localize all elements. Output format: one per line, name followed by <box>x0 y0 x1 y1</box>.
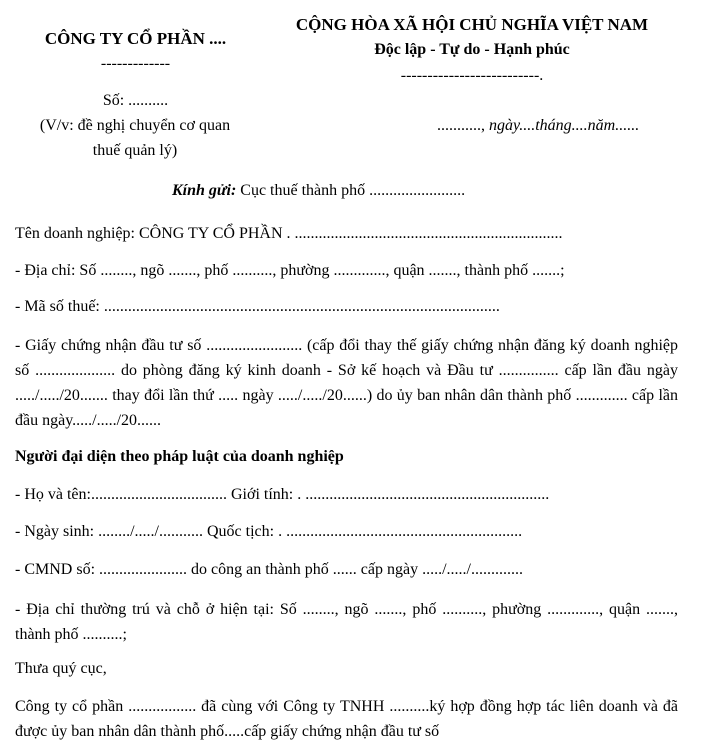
subject-line-1: (V/v: đề nghị chuyển cơ quan <box>39 117 231 134</box>
recipient-label: Kính gửi: <box>172 182 237 199</box>
investment-certificate-paragraph: - Giấy chứng nhận đầu tư số ........................ (cấp đổi thay thế giấy chứng nhận đăng ký doanh nghiệp số .................... do phòng đăng ký kinh doanh - Sở kế hoạch và Đầu tư ............... cấp lần đầu ngày ...../...../20....... thay đổi lần thứ ..... ngày ...../...../20......) do ủy ban nhân dân thành phố ............. cấp lần đầu ngày...../...../20...... <box>15 337 678 429</box>
residence-paragraph: - Địa chỉ thường trú và chỗ ở hiện tại: Số ........, ngõ ......., phố .........., phường ............., quận ......., thành phố ..........; <box>15 601 678 643</box>
greeting: Thưa quý cục, <box>15 660 107 677</box>
dob-nationality-line: - Ngày sinh: ......../...../........... Quốc tịch: . ........................................................... <box>15 523 523 540</box>
date-line <box>437 117 639 135</box>
representative-heading: Người đại diện theo pháp luật của doanh nghiệp <box>15 448 344 465</box>
motto-divider: --------------------------. <box>400 67 544 84</box>
recipient-value: Cục thuế thành phố ........................ <box>236 182 466 199</box>
recipient-line <box>172 182 465 200</box>
id-card-line: - CMND số: ...................... do công an thành phố ...... cấp ngày ...../...../............. <box>15 561 523 578</box>
body-paragraph: Công ty cổ phần ................. đã cùng với Công ty TNHH ..........ký hợp đồng hợp tác liên doanh và đã được ủy ban nhân dân thành phố.....cấp giấy chứng nhận đầu tư số <box>15 698 678 740</box>
national-motto: Độc lập - Tự do - Hạnh phúc <box>374 41 570 58</box>
country-name: CỘNG HÒA XÃ HỘI CHỦ NGHĨA VIỆT NAM <box>295 15 649 34</box>
company-divider: ------------- <box>100 55 171 72</box>
subject-line-2: thuế quản lý) <box>92 142 178 159</box>
name-gender-line: - Họ và tên:.................................. Giới tính: . ............................................................. <box>15 486 550 503</box>
date-text: ngày....tháng....năm...... <box>489 117 640 134</box>
tax-code-line: - Mã số thuế: ................................................................................................... <box>15 298 500 315</box>
document-number: Số: .......... <box>102 92 169 109</box>
date-place: ..........., <box>437 117 489 134</box>
company-name-line: Tên doanh nghiệp: CÔNG TY CỔ PHẦN . ................................................................... <box>15 225 563 242</box>
company-address-line: - Địa chỉ: Số ........, ngõ ......., phố .........., phường ............., quận ......., thành phố .......; <box>15 262 565 279</box>
company-name: CÔNG TY CỔ PHẦN .... <box>44 29 227 48</box>
